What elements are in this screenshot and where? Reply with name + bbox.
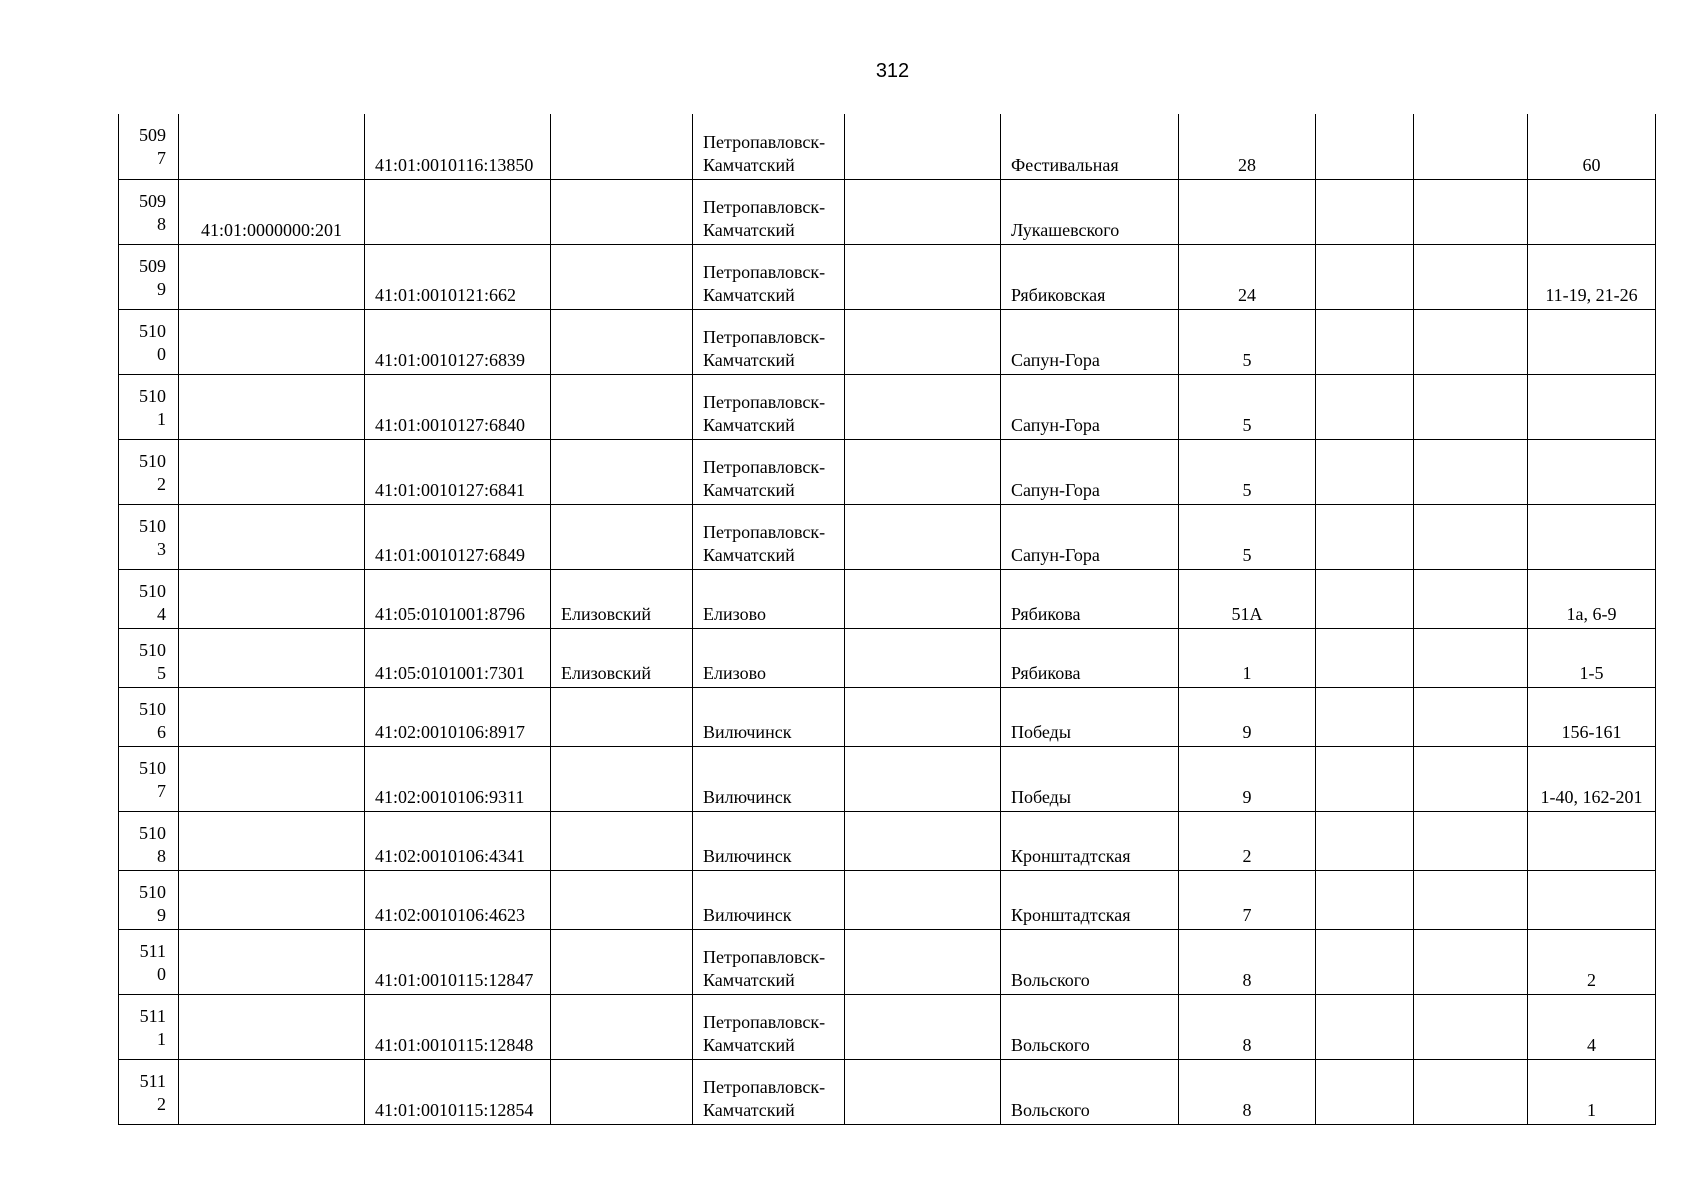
street-text: Рябикова	[1011, 662, 1081, 683]
row-number-text: 5107	[139, 757, 166, 801]
street-text: Кронштадтская	[1011, 904, 1131, 925]
house-number-cell	[1179, 811, 1316, 870]
row-number-cell	[119, 811, 179, 870]
district-cell	[551, 1059, 693, 1124]
cadastral-number-text: 41:05:0101001:8796	[375, 603, 526, 624]
settlement-text: Вилючинск	[703, 904, 792, 925]
settlement-text: Петропавловск-Камчатский	[703, 326, 826, 370]
empty-cell	[845, 811, 1001, 870]
empty-cell	[1414, 309, 1528, 374]
cadastral-number-text: 41:02:0010106:4341	[375, 845, 526, 866]
settlement-cell	[693, 628, 845, 687]
empty-cell	[1316, 746, 1414, 811]
street-cell	[1001, 179, 1179, 244]
row-number-text: 5099	[139, 255, 166, 299]
street-cell	[1001, 994, 1179, 1059]
cadastral-number-text: 41:01:0010121:662	[375, 284, 517, 305]
settlement-cell	[693, 244, 845, 309]
table-row	[119, 569, 1656, 628]
empty-cell	[845, 309, 1001, 374]
cadastral-number-text: 41:01:0010115:12847	[375, 969, 534, 990]
apartments-cell	[1528, 179, 1656, 244]
apartments-cell	[1528, 244, 1656, 309]
apartments-cell	[1528, 628, 1656, 687]
empty-cell	[1414, 811, 1528, 870]
house-number-cell	[1179, 179, 1316, 244]
district-cell	[551, 687, 693, 746]
empty-cell	[1316, 114, 1414, 179]
parent-cadastral-cell	[179, 746, 365, 811]
settlement-text: Петропавловск-Камчатский	[703, 391, 826, 435]
settlement-cell	[693, 179, 845, 244]
row-number-cell	[119, 439, 179, 504]
empty-cell	[845, 374, 1001, 439]
empty-cell	[1414, 569, 1528, 628]
district-cell	[551, 746, 693, 811]
settlement-cell	[693, 929, 845, 994]
street-cell	[1001, 687, 1179, 746]
street-text: Сапун-Гора	[1011, 479, 1100, 500]
house-number-cell	[1179, 687, 1316, 746]
district-cell	[551, 244, 693, 309]
row-number-cell	[119, 1059, 179, 1124]
house-number-cell	[1179, 994, 1316, 1059]
district-cell	[551, 114, 693, 179]
row-number-cell	[119, 244, 179, 309]
street-text: Сапун-Гора	[1011, 544, 1100, 565]
table-row	[119, 374, 1656, 439]
row-number-cell	[119, 504, 179, 569]
empty-cell	[1414, 114, 1528, 179]
street-cell	[1001, 114, 1179, 179]
house-number-text: 8	[1242, 1099, 1252, 1120]
apartments-text: 1-40, 162-201	[1540, 786, 1643, 807]
house-number-text: 28	[1238, 154, 1256, 175]
settlement-cell	[693, 374, 845, 439]
row-number-text: 5111	[139, 1005, 166, 1049]
row-number-text: 5105	[139, 639, 166, 683]
empty-cell	[1414, 870, 1528, 929]
registry-table	[118, 114, 1656, 1125]
row-number-cell	[119, 374, 179, 439]
cadastral-number-text: 41:02:0010106:8917	[375, 721, 526, 742]
table-row	[119, 1059, 1656, 1124]
street-cell	[1001, 811, 1179, 870]
house-number-cell	[1179, 114, 1316, 179]
apartments-cell	[1528, 504, 1656, 569]
empty-cell	[845, 504, 1001, 569]
parent-cadastral-cell	[179, 994, 365, 1059]
district-text: Елизовский	[561, 662, 652, 683]
street-cell	[1001, 504, 1179, 569]
apartments-cell	[1528, 439, 1656, 504]
empty-cell	[1414, 179, 1528, 244]
street-text: Лукашевского	[1011, 219, 1120, 240]
empty-cell	[1316, 309, 1414, 374]
empty-cell	[845, 994, 1001, 1059]
empty-cell	[845, 929, 1001, 994]
row-number-cell	[119, 569, 179, 628]
house-number-text: 9	[1242, 786, 1252, 807]
settlement-text: Петропавловск-Камчатский	[703, 1011, 826, 1055]
empty-cell	[845, 244, 1001, 309]
row-number-text: 5097	[139, 125, 166, 168]
cadastral-number-cell	[365, 439, 551, 504]
row-number-text: 5102	[139, 450, 166, 494]
cadastral-number-text: 41:01:0010116:13850	[375, 154, 534, 175]
empty-cell	[845, 1059, 1001, 1124]
district-cell	[551, 569, 693, 628]
settlement-cell	[693, 870, 845, 929]
house-number-text: 5	[1242, 479, 1252, 500]
empty-cell	[1414, 1059, 1528, 1124]
table-row	[119, 628, 1656, 687]
parent-cadastral-cell	[179, 1059, 365, 1124]
house-number-cell	[1179, 309, 1316, 374]
settlement-cell	[693, 439, 845, 504]
street-cell	[1001, 439, 1179, 504]
house-number-cell	[1179, 504, 1316, 569]
empty-cell	[845, 746, 1001, 811]
settlement-cell	[693, 569, 845, 628]
house-number-text: 5	[1242, 349, 1252, 370]
table-row	[119, 811, 1656, 870]
row-number-text: 5101	[139, 385, 166, 429]
table-row	[119, 687, 1656, 746]
district-cell	[551, 870, 693, 929]
apartments-cell	[1528, 929, 1656, 994]
parent-cadastral-cell	[179, 309, 365, 374]
cadastral-number-text: 41:01:0010127:6841	[375, 479, 526, 500]
cadastral-number-text: 41:01:0010127:6849	[375, 544, 526, 565]
parent-cadastral-text: 41:01:0000000:201	[200, 219, 342, 240]
street-cell	[1001, 309, 1179, 374]
cadastral-number-cell	[365, 114, 551, 179]
district-cell	[551, 628, 693, 687]
empty-cell	[1414, 504, 1528, 569]
house-number-text: 8	[1242, 969, 1252, 990]
row-number-text: 5109	[139, 881, 166, 925]
settlement-text: Петропавловск-Камчатский	[703, 521, 826, 565]
cadastral-number-text: 41:01:0010115:12854	[375, 1099, 534, 1120]
empty-cell	[1414, 994, 1528, 1059]
house-number-text: 9	[1242, 721, 1252, 742]
street-text: Вольского	[1011, 1099, 1090, 1120]
table-row	[119, 309, 1656, 374]
house-number-cell	[1179, 929, 1316, 994]
street-cell	[1001, 929, 1179, 994]
district-cell	[551, 811, 693, 870]
apartments-cell	[1528, 114, 1656, 179]
table-row	[119, 114, 1656, 179]
house-number-cell	[1179, 244, 1316, 309]
parent-cadastral-cell	[179, 374, 365, 439]
apartments-cell	[1528, 746, 1656, 811]
empty-cell	[1316, 374, 1414, 439]
parent-cadastral-cell	[179, 179, 365, 244]
apartments-text: 1а, 6-9	[1566, 603, 1617, 624]
apartments-text: 2	[1587, 969, 1596, 990]
apartments-cell	[1528, 309, 1656, 374]
apartments-text: 60	[1582, 154, 1601, 175]
table-row	[119, 244, 1656, 309]
house-number-cell	[1179, 374, 1316, 439]
empty-cell	[1316, 439, 1414, 504]
cadastral-number-text: 41:01:0010127:6839	[375, 349, 526, 370]
parent-cadastral-cell	[179, 504, 365, 569]
settlement-text: Петропавловск-Камчатский	[703, 261, 826, 305]
empty-cell	[845, 114, 1001, 179]
district-cell	[551, 439, 693, 504]
row-number-cell	[119, 309, 179, 374]
cadastral-number-cell	[365, 309, 551, 374]
table-row	[119, 439, 1656, 504]
cadastral-number-cell	[365, 929, 551, 994]
cadastral-number-cell	[365, 179, 551, 244]
apartments-text: 1	[1587, 1099, 1596, 1120]
cadastral-number-cell	[365, 244, 551, 309]
empty-cell	[1414, 746, 1528, 811]
table-row	[119, 746, 1656, 811]
apartments-text: 1-5	[1579, 662, 1604, 683]
row-number-cell	[119, 628, 179, 687]
house-number-cell	[1179, 628, 1316, 687]
settlement-text: Вилючинск	[703, 845, 792, 866]
table-row	[119, 504, 1656, 569]
street-cell	[1001, 374, 1179, 439]
empty-cell	[1316, 504, 1414, 569]
cadastral-number-text: 41:05:0101001:7301	[375, 662, 526, 683]
parent-cadastral-cell	[179, 870, 365, 929]
table-row	[119, 870, 1656, 929]
street-text: Кронштадтская	[1011, 845, 1131, 866]
row-number-cell	[119, 114, 179, 179]
cadastral-number-text: 41:01:0010127:6840	[375, 414, 526, 435]
cadastral-number-text: 41:01:0010115:12848	[375, 1034, 534, 1055]
apartments-cell	[1528, 1059, 1656, 1124]
empty-cell	[845, 569, 1001, 628]
cadastral-number-cell	[365, 870, 551, 929]
settlement-text: Петропавловск-Камчатский	[703, 1076, 826, 1120]
apartments-cell	[1528, 811, 1656, 870]
apartments-text: 156-161	[1561, 721, 1622, 742]
house-number-cell	[1179, 746, 1316, 811]
house-number-cell	[1179, 1059, 1316, 1124]
empty-cell	[1414, 244, 1528, 309]
cadastral-number-cell	[365, 1059, 551, 1124]
parent-cadastral-cell	[179, 114, 365, 179]
street-text: Фестивальная	[1011, 154, 1119, 175]
street-cell	[1001, 870, 1179, 929]
cadastral-number-cell	[365, 504, 551, 569]
settlement-text: Петропавловск-Камчатский	[703, 131, 826, 175]
row-number-text: 5106	[139, 698, 166, 742]
apartments-cell	[1528, 374, 1656, 439]
district-cell	[551, 929, 693, 994]
house-number-text: 51А	[1231, 603, 1263, 624]
street-text: Победы	[1011, 721, 1071, 742]
house-number-text: 2	[1242, 845, 1252, 866]
settlement-cell	[693, 811, 845, 870]
cadastral-number-cell	[365, 811, 551, 870]
house-number-cell	[1179, 569, 1316, 628]
row-number-text: 5100	[139, 320, 166, 364]
table-row	[119, 179, 1656, 244]
cadastral-number-cell	[365, 994, 551, 1059]
settlement-cell	[693, 309, 845, 374]
empty-cell	[1414, 929, 1528, 994]
cadastral-number-cell	[365, 374, 551, 439]
settlement-cell	[693, 504, 845, 569]
street-text: Рябиковская	[1011, 284, 1106, 305]
district-cell	[551, 504, 693, 569]
row-number-text: 5098	[139, 190, 166, 234]
empty-cell	[1316, 929, 1414, 994]
house-number-text: 5	[1242, 414, 1252, 435]
row-number-text: 5110	[139, 940, 166, 984]
cadastral-number-cell	[365, 628, 551, 687]
street-text: Вольского	[1011, 969, 1090, 990]
settlement-text: Петропавловск-Камчатский	[703, 196, 826, 240]
settlement-text: Петропавловск-Камчатский	[703, 946, 826, 990]
street-cell	[1001, 746, 1179, 811]
parent-cadastral-cell	[179, 569, 365, 628]
district-cell	[551, 309, 693, 374]
apartments-cell	[1528, 994, 1656, 1059]
house-number-text: 1	[1242, 662, 1252, 683]
apartments-cell	[1528, 687, 1656, 746]
empty-cell	[1414, 628, 1528, 687]
empty-cell	[1414, 439, 1528, 504]
cadastral-number-cell	[365, 746, 551, 811]
empty-cell	[1414, 374, 1528, 439]
district-cell	[551, 179, 693, 244]
parent-cadastral-cell	[179, 929, 365, 994]
settlement-cell	[693, 746, 845, 811]
settlement-text: Елизово	[703, 603, 766, 624]
house-number-text: 7	[1242, 904, 1252, 925]
row-number-cell	[119, 929, 179, 994]
empty-cell	[1316, 811, 1414, 870]
empty-cell	[1316, 870, 1414, 929]
empty-cell	[845, 870, 1001, 929]
street-text: Победы	[1011, 786, 1071, 807]
empty-cell	[845, 687, 1001, 746]
house-number-text: 5	[1242, 544, 1252, 565]
street-cell	[1001, 1059, 1179, 1124]
row-number-cell	[119, 994, 179, 1059]
empty-cell	[1316, 994, 1414, 1059]
empty-cell	[1316, 179, 1414, 244]
settlement-cell	[693, 114, 845, 179]
house-number-text: 24	[1238, 284, 1256, 305]
house-number-text: 8	[1242, 1034, 1252, 1055]
empty-cell	[845, 439, 1001, 504]
district-cell	[551, 374, 693, 439]
parent-cadastral-cell	[179, 811, 365, 870]
settlement-text: Елизово	[703, 662, 766, 683]
empty-cell	[1316, 628, 1414, 687]
table-row	[119, 929, 1656, 994]
parent-cadastral-cell	[179, 687, 365, 746]
page-number: 312	[875, 60, 910, 82]
cadastral-number-text: 41:02:0010106:9311	[375, 786, 525, 807]
house-number-cell	[1179, 439, 1316, 504]
row-number-cell	[119, 870, 179, 929]
row-number-text: 5103	[139, 515, 166, 559]
apartments-cell	[1528, 870, 1656, 929]
parent-cadastral-cell	[179, 244, 365, 309]
row-number-cell	[119, 179, 179, 244]
cadastral-number-text: 41:02:0010106:4623	[375, 904, 526, 925]
table-body	[119, 114, 1656, 1124]
district-cell	[551, 994, 693, 1059]
row-number-text: 5112	[139, 1070, 166, 1114]
apartments-cell	[1528, 569, 1656, 628]
parent-cadastral-cell	[179, 628, 365, 687]
empty-cell	[1316, 244, 1414, 309]
apartments-text: 4	[1587, 1034, 1596, 1055]
settlement-text: Петропавловск-Камчатский	[703, 456, 826, 500]
row-number-text: 5104	[139, 580, 166, 624]
street-cell	[1001, 244, 1179, 309]
settlement-cell	[693, 994, 845, 1059]
table-row	[119, 994, 1656, 1059]
street-text: Сапун-Гора	[1011, 349, 1100, 370]
empty-cell	[845, 628, 1001, 687]
settlement-text: Вилючинск	[703, 721, 792, 742]
cadastral-number-cell	[365, 687, 551, 746]
empty-cell	[1316, 687, 1414, 746]
row-number-cell	[119, 687, 179, 746]
parent-cadastral-cell	[179, 439, 365, 504]
row-number-text: 5108	[139, 822, 166, 866]
apartments-text: 11-19, 21-26	[1545, 284, 1638, 305]
empty-cell	[1414, 687, 1528, 746]
street-cell	[1001, 628, 1179, 687]
empty-cell	[845, 179, 1001, 244]
district-text: Елизовский	[561, 603, 652, 624]
empty-cell	[1316, 569, 1414, 628]
cadastral-number-cell	[365, 569, 551, 628]
row-number-cell	[119, 746, 179, 811]
settlement-cell	[693, 687, 845, 746]
settlement-text: Вилючинск	[703, 786, 792, 807]
settlement-cell	[693, 1059, 845, 1124]
house-number-cell	[1179, 870, 1316, 929]
empty-cell	[1316, 1059, 1414, 1124]
street-text: Вольского	[1011, 1034, 1090, 1055]
street-cell	[1001, 569, 1179, 628]
street-text: Рябикова	[1011, 603, 1081, 624]
street-text: Сапун-Гора	[1011, 414, 1100, 435]
